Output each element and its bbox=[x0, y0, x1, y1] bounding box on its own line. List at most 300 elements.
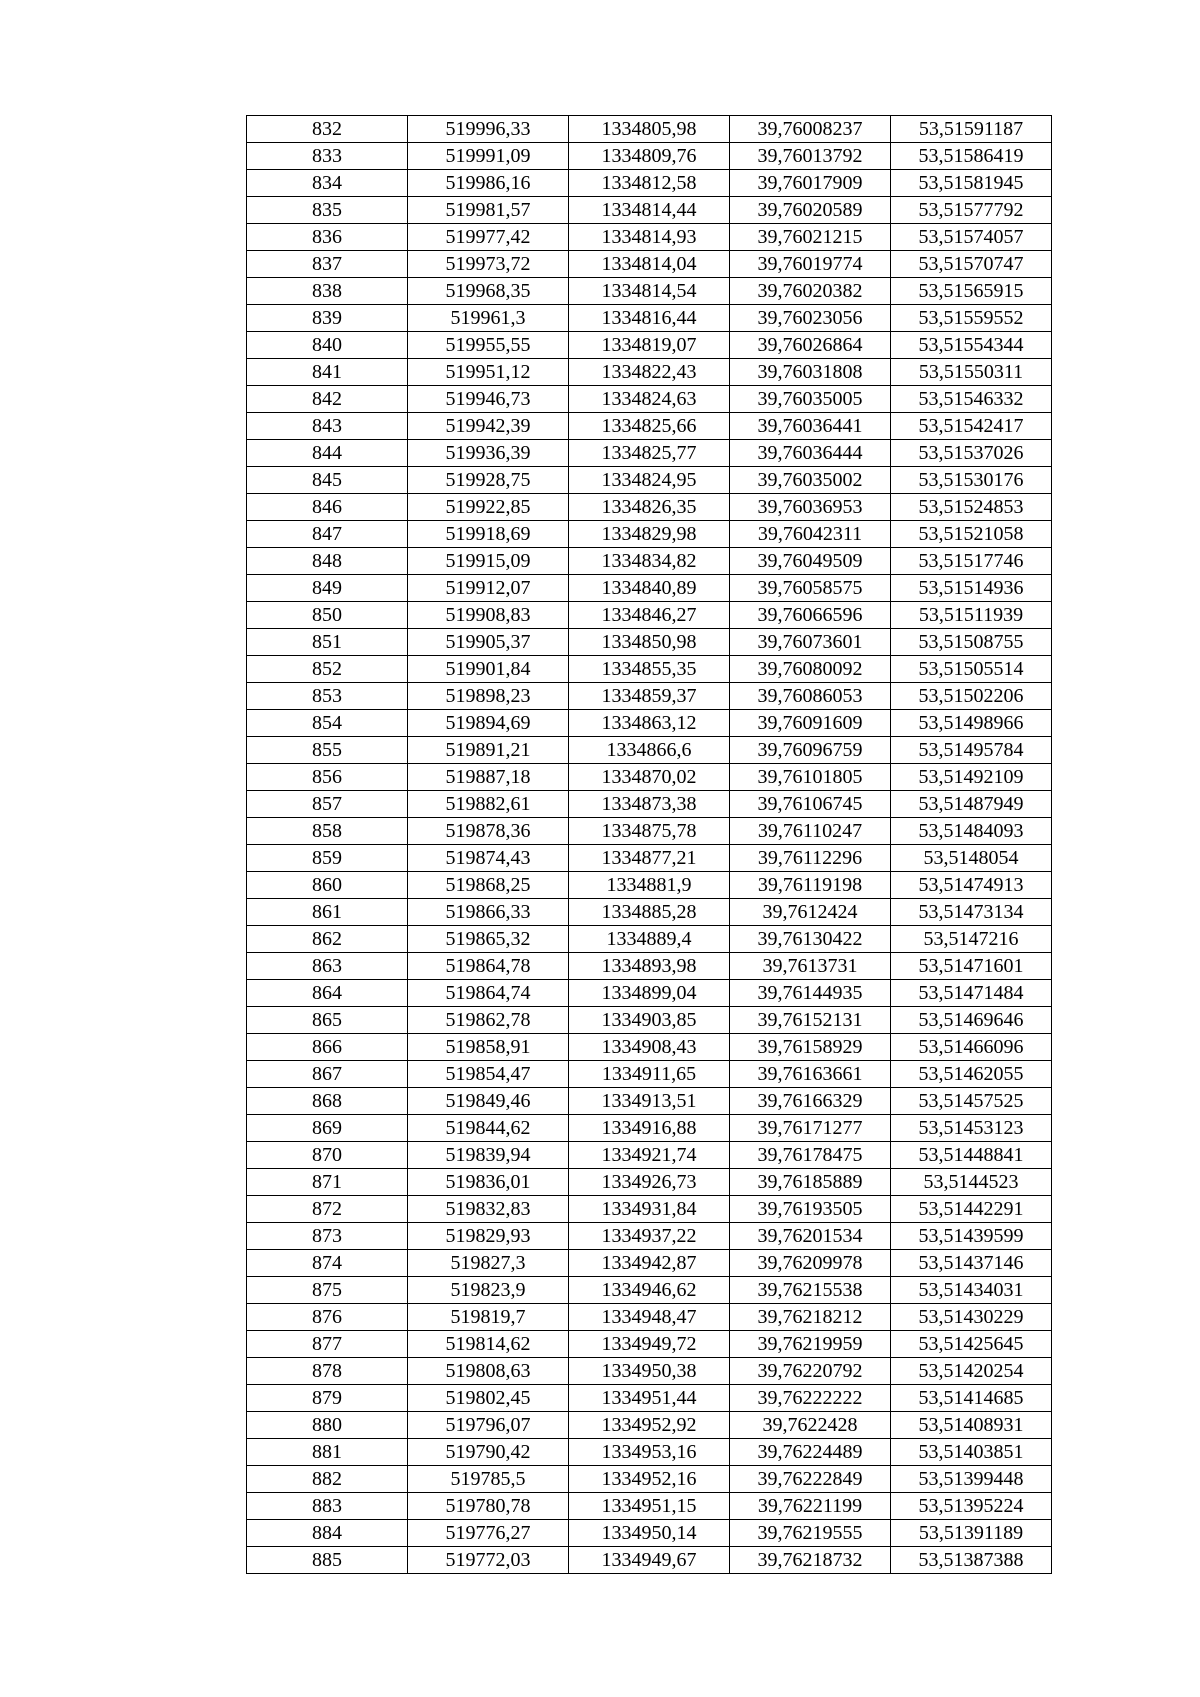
table-row bbox=[247, 791, 1052, 818]
table-row bbox=[247, 494, 1052, 521]
latitude-cell: 53,51577792 bbox=[891, 197, 1052, 224]
y-coordinate-cell: 1334805,98 bbox=[569, 116, 730, 143]
x-coordinate-cell: 519887,18 bbox=[408, 764, 569, 791]
x-coordinate-cell: 519912,07 bbox=[408, 575, 569, 602]
y-coordinate-cell: 1334931,84 bbox=[569, 1196, 730, 1223]
x-coordinate-cell: 519827,3 bbox=[408, 1250, 569, 1277]
table-row bbox=[247, 143, 1052, 170]
table-row bbox=[247, 683, 1052, 710]
point-number-cell: 832 bbox=[247, 116, 408, 143]
latitude-cell: 53,51430229 bbox=[891, 1304, 1052, 1331]
y-coordinate-cell: 1334814,04 bbox=[569, 251, 730, 278]
point-number-cell: 842 bbox=[247, 386, 408, 413]
table-row bbox=[247, 386, 1052, 413]
point-number-cell: 848 bbox=[247, 548, 408, 575]
latitude-cell: 53,51591187 bbox=[891, 116, 1052, 143]
x-coordinate-cell: 519928,75 bbox=[408, 467, 569, 494]
table-row bbox=[247, 278, 1052, 305]
longitude-cell: 39,76049509 bbox=[730, 548, 891, 575]
x-coordinate-cell: 519898,23 bbox=[408, 683, 569, 710]
point-number-cell: 850 bbox=[247, 602, 408, 629]
latitude-cell: 53,5148054 bbox=[891, 845, 1052, 872]
x-coordinate-cell: 519901,84 bbox=[408, 656, 569, 683]
latitude-cell: 53,51574057 bbox=[891, 224, 1052, 251]
longitude-cell: 39,76193505 bbox=[730, 1196, 891, 1223]
table-row bbox=[247, 224, 1052, 251]
y-coordinate-cell: 1334908,43 bbox=[569, 1034, 730, 1061]
point-number-cell: 875 bbox=[247, 1277, 408, 1304]
x-coordinate-cell: 519986,16 bbox=[408, 170, 569, 197]
latitude-cell: 53,51514936 bbox=[891, 575, 1052, 602]
y-coordinate-cell: 1334826,35 bbox=[569, 494, 730, 521]
longitude-cell: 39,76042311 bbox=[730, 521, 891, 548]
latitude-cell: 53,51546332 bbox=[891, 386, 1052, 413]
x-coordinate-cell: 519973,72 bbox=[408, 251, 569, 278]
longitude-cell: 39,76201534 bbox=[730, 1223, 891, 1250]
point-number-cell: 836 bbox=[247, 224, 408, 251]
latitude-cell: 53,51537026 bbox=[891, 440, 1052, 467]
table-row bbox=[247, 170, 1052, 197]
point-number-cell: 870 bbox=[247, 1142, 408, 1169]
x-coordinate-cell: 519832,83 bbox=[408, 1196, 569, 1223]
latitude-cell: 53,51474913 bbox=[891, 872, 1052, 899]
y-coordinate-cell: 1334824,95 bbox=[569, 467, 730, 494]
table-row bbox=[247, 413, 1052, 440]
table-row bbox=[247, 710, 1052, 737]
longitude-cell: 39,76058575 bbox=[730, 575, 891, 602]
x-coordinate-cell: 519776,27 bbox=[408, 1520, 569, 1547]
y-coordinate-cell: 1334946,62 bbox=[569, 1277, 730, 1304]
table-row bbox=[247, 1466, 1052, 1493]
y-coordinate-cell: 1334829,98 bbox=[569, 521, 730, 548]
longitude-cell: 39,76209978 bbox=[730, 1250, 891, 1277]
longitude-cell: 39,76166329 bbox=[730, 1088, 891, 1115]
table-row bbox=[247, 1331, 1052, 1358]
latitude-cell: 53,51550311 bbox=[891, 359, 1052, 386]
y-coordinate-cell: 1334822,43 bbox=[569, 359, 730, 386]
y-coordinate-cell: 1334916,88 bbox=[569, 1115, 730, 1142]
point-number-cell: 843 bbox=[247, 413, 408, 440]
y-coordinate-cell: 1334899,04 bbox=[569, 980, 730, 1007]
table-row bbox=[247, 1304, 1052, 1331]
point-number-cell: 868 bbox=[247, 1088, 408, 1115]
x-coordinate-cell: 519894,69 bbox=[408, 710, 569, 737]
latitude-cell: 53,51469646 bbox=[891, 1007, 1052, 1034]
point-number-cell: 849 bbox=[247, 575, 408, 602]
longitude-cell: 39,76106745 bbox=[730, 791, 891, 818]
latitude-cell: 53,51498966 bbox=[891, 710, 1052, 737]
y-coordinate-cell: 1334866,6 bbox=[569, 737, 730, 764]
y-coordinate-cell: 1334952,92 bbox=[569, 1412, 730, 1439]
y-coordinate-cell: 1334885,28 bbox=[569, 899, 730, 926]
y-coordinate-cell: 1334877,21 bbox=[569, 845, 730, 872]
latitude-cell: 53,51581945 bbox=[891, 170, 1052, 197]
longitude-cell: 39,7613731 bbox=[730, 953, 891, 980]
x-coordinate-cell: 519968,35 bbox=[408, 278, 569, 305]
point-number-cell: 863 bbox=[247, 953, 408, 980]
table-row bbox=[247, 1412, 1052, 1439]
y-coordinate-cell: 1334824,63 bbox=[569, 386, 730, 413]
latitude-cell: 53,51439599 bbox=[891, 1223, 1052, 1250]
point-number-cell: 873 bbox=[247, 1223, 408, 1250]
point-number-cell: 840 bbox=[247, 332, 408, 359]
table-row bbox=[247, 953, 1052, 980]
point-number-cell: 879 bbox=[247, 1385, 408, 1412]
point-number-cell: 845 bbox=[247, 467, 408, 494]
point-number-cell: 847 bbox=[247, 521, 408, 548]
y-coordinate-cell: 1334949,67 bbox=[569, 1547, 730, 1574]
longitude-cell: 39,76222222 bbox=[730, 1385, 891, 1412]
y-coordinate-cell: 1334825,77 bbox=[569, 440, 730, 467]
x-coordinate-cell: 519865,32 bbox=[408, 926, 569, 953]
table-row bbox=[247, 575, 1052, 602]
latitude-cell: 53,51391189 bbox=[891, 1520, 1052, 1547]
longitude-cell: 39,76171277 bbox=[730, 1115, 891, 1142]
x-coordinate-cell: 519862,78 bbox=[408, 1007, 569, 1034]
y-coordinate-cell: 1334834,82 bbox=[569, 548, 730, 575]
table-row bbox=[247, 197, 1052, 224]
latitude-cell: 53,51487949 bbox=[891, 791, 1052, 818]
y-coordinate-cell: 1334953,16 bbox=[569, 1439, 730, 1466]
y-coordinate-cell: 1334859,37 bbox=[569, 683, 730, 710]
table-row bbox=[247, 1088, 1052, 1115]
latitude-cell: 53,51495784 bbox=[891, 737, 1052, 764]
point-number-cell: 862 bbox=[247, 926, 408, 953]
table-row bbox=[247, 1007, 1052, 1034]
point-number-cell: 882 bbox=[247, 1466, 408, 1493]
x-coordinate-cell: 519823,9 bbox=[408, 1277, 569, 1304]
x-coordinate-cell: 519915,09 bbox=[408, 548, 569, 575]
point-number-cell: 877 bbox=[247, 1331, 408, 1358]
longitude-cell: 39,76221199 bbox=[730, 1493, 891, 1520]
point-number-cell: 861 bbox=[247, 899, 408, 926]
point-number-cell: 872 bbox=[247, 1196, 408, 1223]
latitude-cell: 53,51502206 bbox=[891, 683, 1052, 710]
x-coordinate-cell: 519808,63 bbox=[408, 1358, 569, 1385]
x-coordinate-cell: 519772,03 bbox=[408, 1547, 569, 1574]
table-row bbox=[247, 656, 1052, 683]
y-coordinate-cell: 1334850,98 bbox=[569, 629, 730, 656]
point-number-cell: 834 bbox=[247, 170, 408, 197]
table-row bbox=[247, 1169, 1052, 1196]
x-coordinate-cell: 519942,39 bbox=[408, 413, 569, 440]
y-coordinate-cell: 1334951,15 bbox=[569, 1493, 730, 1520]
table-row bbox=[247, 737, 1052, 764]
table-row bbox=[247, 305, 1052, 332]
x-coordinate-cell: 519866,33 bbox=[408, 899, 569, 926]
table-row bbox=[247, 899, 1052, 926]
x-coordinate-cell: 519891,21 bbox=[408, 737, 569, 764]
table-row bbox=[247, 764, 1052, 791]
coordinates-table-body bbox=[247, 116, 1052, 1574]
latitude-cell: 53,51434031 bbox=[891, 1277, 1052, 1304]
y-coordinate-cell: 1334881,9 bbox=[569, 872, 730, 899]
x-coordinate-cell: 519977,42 bbox=[408, 224, 569, 251]
x-coordinate-cell: 519946,73 bbox=[408, 386, 569, 413]
latitude-cell: 53,51448841 bbox=[891, 1142, 1052, 1169]
longitude-cell: 39,76066596 bbox=[730, 602, 891, 629]
longitude-cell: 39,76144935 bbox=[730, 980, 891, 1007]
longitude-cell: 39,76031808 bbox=[730, 359, 891, 386]
longitude-cell: 39,76119198 bbox=[730, 872, 891, 899]
table-row bbox=[247, 1115, 1052, 1142]
y-coordinate-cell: 1334863,12 bbox=[569, 710, 730, 737]
latitude-cell: 53,5144523 bbox=[891, 1169, 1052, 1196]
y-coordinate-cell: 1334913,51 bbox=[569, 1088, 730, 1115]
x-coordinate-cell: 519844,62 bbox=[408, 1115, 569, 1142]
x-coordinate-cell: 519874,43 bbox=[408, 845, 569, 872]
y-coordinate-cell: 1334840,89 bbox=[569, 575, 730, 602]
longitude-cell: 39,76096759 bbox=[730, 737, 891, 764]
y-coordinate-cell: 1334875,78 bbox=[569, 818, 730, 845]
latitude-cell: 53,51542417 bbox=[891, 413, 1052, 440]
longitude-cell: 39,76036953 bbox=[730, 494, 891, 521]
x-coordinate-cell: 519829,93 bbox=[408, 1223, 569, 1250]
latitude-cell: 53,51457525 bbox=[891, 1088, 1052, 1115]
latitude-cell: 53,51517746 bbox=[891, 548, 1052, 575]
point-number-cell: 859 bbox=[247, 845, 408, 872]
longitude-cell: 39,76112296 bbox=[730, 845, 891, 872]
longitude-cell: 39,76035002 bbox=[730, 467, 891, 494]
table-row bbox=[247, 845, 1052, 872]
x-coordinate-cell: 519814,62 bbox=[408, 1331, 569, 1358]
latitude-cell: 53,51403851 bbox=[891, 1439, 1052, 1466]
latitude-cell: 53,51554344 bbox=[891, 332, 1052, 359]
longitude-cell: 39,7612424 bbox=[730, 899, 891, 926]
point-number-cell: 869 bbox=[247, 1115, 408, 1142]
x-coordinate-cell: 519996,33 bbox=[408, 116, 569, 143]
longitude-cell: 39,76023056 bbox=[730, 305, 891, 332]
longitude-cell: 39,76215538 bbox=[730, 1277, 891, 1304]
table-row bbox=[247, 1493, 1052, 1520]
table-row bbox=[247, 926, 1052, 953]
point-number-cell: 871 bbox=[247, 1169, 408, 1196]
x-coordinate-cell: 519780,78 bbox=[408, 1493, 569, 1520]
point-number-cell: 864 bbox=[247, 980, 408, 1007]
latitude-cell: 53,51559552 bbox=[891, 305, 1052, 332]
table-row bbox=[247, 629, 1052, 656]
table-row bbox=[247, 1196, 1052, 1223]
latitude-cell: 53,51521058 bbox=[891, 521, 1052, 548]
table-row bbox=[247, 1385, 1052, 1412]
point-number-cell: 866 bbox=[247, 1034, 408, 1061]
x-coordinate-cell: 519961,3 bbox=[408, 305, 569, 332]
latitude-cell: 53,5147216 bbox=[891, 926, 1052, 953]
x-coordinate-cell: 519864,74 bbox=[408, 980, 569, 1007]
point-number-cell: 860 bbox=[247, 872, 408, 899]
longitude-cell: 39,76220792 bbox=[730, 1358, 891, 1385]
x-coordinate-cell: 519864,78 bbox=[408, 953, 569, 980]
point-number-cell: 883 bbox=[247, 1493, 408, 1520]
longitude-cell: 39,76218732 bbox=[730, 1547, 891, 1574]
point-number-cell: 853 bbox=[247, 683, 408, 710]
longitude-cell: 39,76073601 bbox=[730, 629, 891, 656]
table-row bbox=[247, 980, 1052, 1007]
longitude-cell: 39,76019774 bbox=[730, 251, 891, 278]
table-row bbox=[247, 359, 1052, 386]
point-number-cell: 839 bbox=[247, 305, 408, 332]
table-row bbox=[247, 548, 1052, 575]
point-number-cell: 878 bbox=[247, 1358, 408, 1385]
longitude-cell: 39,76178475 bbox=[730, 1142, 891, 1169]
table-row bbox=[247, 1277, 1052, 1304]
table-row bbox=[247, 467, 1052, 494]
y-coordinate-cell: 1334819,07 bbox=[569, 332, 730, 359]
y-coordinate-cell: 1334952,16 bbox=[569, 1466, 730, 1493]
x-coordinate-cell: 519849,46 bbox=[408, 1088, 569, 1115]
longitude-cell: 39,76185889 bbox=[730, 1169, 891, 1196]
table-row bbox=[247, 872, 1052, 899]
table-row bbox=[247, 1223, 1052, 1250]
latitude-cell: 53,51399448 bbox=[891, 1466, 1052, 1493]
table-row bbox=[247, 1061, 1052, 1088]
latitude-cell: 53,51387388 bbox=[891, 1547, 1052, 1574]
latitude-cell: 53,51442291 bbox=[891, 1196, 1052, 1223]
y-coordinate-cell: 1334903,85 bbox=[569, 1007, 730, 1034]
longitude-cell: 39,76091609 bbox=[730, 710, 891, 737]
y-coordinate-cell: 1334893,98 bbox=[569, 953, 730, 980]
y-coordinate-cell: 1334950,38 bbox=[569, 1358, 730, 1385]
x-coordinate-cell: 519868,25 bbox=[408, 872, 569, 899]
latitude-cell: 53,51530176 bbox=[891, 467, 1052, 494]
longitude-cell: 39,76224489 bbox=[730, 1439, 891, 1466]
x-coordinate-cell: 519836,01 bbox=[408, 1169, 569, 1196]
latitude-cell: 53,51453123 bbox=[891, 1115, 1052, 1142]
x-coordinate-cell: 519905,37 bbox=[408, 629, 569, 656]
latitude-cell: 53,51395224 bbox=[891, 1493, 1052, 1520]
y-coordinate-cell: 1334873,38 bbox=[569, 791, 730, 818]
y-coordinate-cell: 1334911,65 bbox=[569, 1061, 730, 1088]
latitude-cell: 53,51414685 bbox=[891, 1385, 1052, 1412]
latitude-cell: 53,51408931 bbox=[891, 1412, 1052, 1439]
table-row bbox=[247, 332, 1052, 359]
table-row bbox=[247, 1358, 1052, 1385]
longitude-cell: 39,76222849 bbox=[730, 1466, 891, 1493]
point-number-cell: 852 bbox=[247, 656, 408, 683]
table-row bbox=[247, 1520, 1052, 1547]
longitude-cell: 39,76021215 bbox=[730, 224, 891, 251]
x-coordinate-cell: 519854,47 bbox=[408, 1061, 569, 1088]
point-number-cell: 876 bbox=[247, 1304, 408, 1331]
point-number-cell: 858 bbox=[247, 818, 408, 845]
point-number-cell: 856 bbox=[247, 764, 408, 791]
table-row bbox=[247, 1547, 1052, 1574]
latitude-cell: 53,51565915 bbox=[891, 278, 1052, 305]
longitude-cell: 39,76020589 bbox=[730, 197, 891, 224]
table-row bbox=[247, 116, 1052, 143]
x-coordinate-cell: 519858,91 bbox=[408, 1034, 569, 1061]
x-coordinate-cell: 519955,55 bbox=[408, 332, 569, 359]
longitude-cell: 39,7622428 bbox=[730, 1412, 891, 1439]
y-coordinate-cell: 1334942,87 bbox=[569, 1250, 730, 1277]
x-coordinate-cell: 519991,09 bbox=[408, 143, 569, 170]
y-coordinate-cell: 1334814,44 bbox=[569, 197, 730, 224]
point-number-cell: 837 bbox=[247, 251, 408, 278]
x-coordinate-cell: 519882,61 bbox=[408, 791, 569, 818]
y-coordinate-cell: 1334814,93 bbox=[569, 224, 730, 251]
latitude-cell: 53,51524853 bbox=[891, 494, 1052, 521]
y-coordinate-cell: 1334937,22 bbox=[569, 1223, 730, 1250]
latitude-cell: 53,51466096 bbox=[891, 1034, 1052, 1061]
point-number-cell: 846 bbox=[247, 494, 408, 521]
table-row bbox=[247, 440, 1052, 467]
latitude-cell: 53,51471601 bbox=[891, 953, 1052, 980]
longitude-cell: 39,76008237 bbox=[730, 116, 891, 143]
longitude-cell: 39,76219555 bbox=[730, 1520, 891, 1547]
x-coordinate-cell: 519981,57 bbox=[408, 197, 569, 224]
y-coordinate-cell: 1334870,02 bbox=[569, 764, 730, 791]
y-coordinate-cell: 1334855,35 bbox=[569, 656, 730, 683]
x-coordinate-cell: 519922,85 bbox=[408, 494, 569, 521]
latitude-cell: 53,51511939 bbox=[891, 602, 1052, 629]
longitude-cell: 39,76020382 bbox=[730, 278, 891, 305]
point-number-cell: 851 bbox=[247, 629, 408, 656]
point-number-cell: 884 bbox=[247, 1520, 408, 1547]
x-coordinate-cell: 519878,36 bbox=[408, 818, 569, 845]
longitude-cell: 39,76101805 bbox=[730, 764, 891, 791]
table-row bbox=[247, 1034, 1052, 1061]
point-number-cell: 881 bbox=[247, 1439, 408, 1466]
latitude-cell: 53,51425645 bbox=[891, 1331, 1052, 1358]
point-number-cell: 885 bbox=[247, 1547, 408, 1574]
y-coordinate-cell: 1334926,73 bbox=[569, 1169, 730, 1196]
longitude-cell: 39,76086053 bbox=[730, 683, 891, 710]
x-coordinate-cell: 519918,69 bbox=[408, 521, 569, 548]
point-number-cell: 854 bbox=[247, 710, 408, 737]
table-row bbox=[247, 818, 1052, 845]
y-coordinate-cell: 1334951,44 bbox=[569, 1385, 730, 1412]
y-coordinate-cell: 1334812,58 bbox=[569, 170, 730, 197]
latitude-cell: 53,51505514 bbox=[891, 656, 1052, 683]
longitude-cell: 39,76219959 bbox=[730, 1331, 891, 1358]
y-coordinate-cell: 1334825,66 bbox=[569, 413, 730, 440]
y-coordinate-cell: 1334950,14 bbox=[569, 1520, 730, 1547]
point-number-cell: 855 bbox=[247, 737, 408, 764]
y-coordinate-cell: 1334816,44 bbox=[569, 305, 730, 332]
longitude-cell: 39,76017909 bbox=[730, 170, 891, 197]
y-coordinate-cell: 1334809,76 bbox=[569, 143, 730, 170]
latitude-cell: 53,51471484 bbox=[891, 980, 1052, 1007]
table-row bbox=[247, 251, 1052, 278]
point-number-cell: 857 bbox=[247, 791, 408, 818]
latitude-cell: 53,51462055 bbox=[891, 1061, 1052, 1088]
x-coordinate-cell: 519936,39 bbox=[408, 440, 569, 467]
y-coordinate-cell: 1334846,27 bbox=[569, 602, 730, 629]
point-number-cell: 865 bbox=[247, 1007, 408, 1034]
table-row bbox=[247, 1250, 1052, 1277]
longitude-cell: 39,76110247 bbox=[730, 818, 891, 845]
coordinates-table bbox=[246, 115, 1052, 1574]
latitude-cell: 53,51484093 bbox=[891, 818, 1052, 845]
table-row bbox=[247, 521, 1052, 548]
longitude-cell: 39,76152131 bbox=[730, 1007, 891, 1034]
longitude-cell: 39,76080092 bbox=[730, 656, 891, 683]
x-coordinate-cell: 519839,94 bbox=[408, 1142, 569, 1169]
point-number-cell: 841 bbox=[247, 359, 408, 386]
longitude-cell: 39,76036441 bbox=[730, 413, 891, 440]
point-number-cell: 874 bbox=[247, 1250, 408, 1277]
latitude-cell: 53,51420254 bbox=[891, 1358, 1052, 1385]
table-row bbox=[247, 602, 1052, 629]
latitude-cell: 53,51570747 bbox=[891, 251, 1052, 278]
y-coordinate-cell: 1334814,54 bbox=[569, 278, 730, 305]
latitude-cell: 53,51586419 bbox=[891, 143, 1052, 170]
latitude-cell: 53,51508755 bbox=[891, 629, 1052, 656]
table-row bbox=[247, 1142, 1052, 1169]
latitude-cell: 53,51473134 bbox=[891, 899, 1052, 926]
x-coordinate-cell: 519802,45 bbox=[408, 1385, 569, 1412]
longitude-cell: 39,76163661 bbox=[730, 1061, 891, 1088]
